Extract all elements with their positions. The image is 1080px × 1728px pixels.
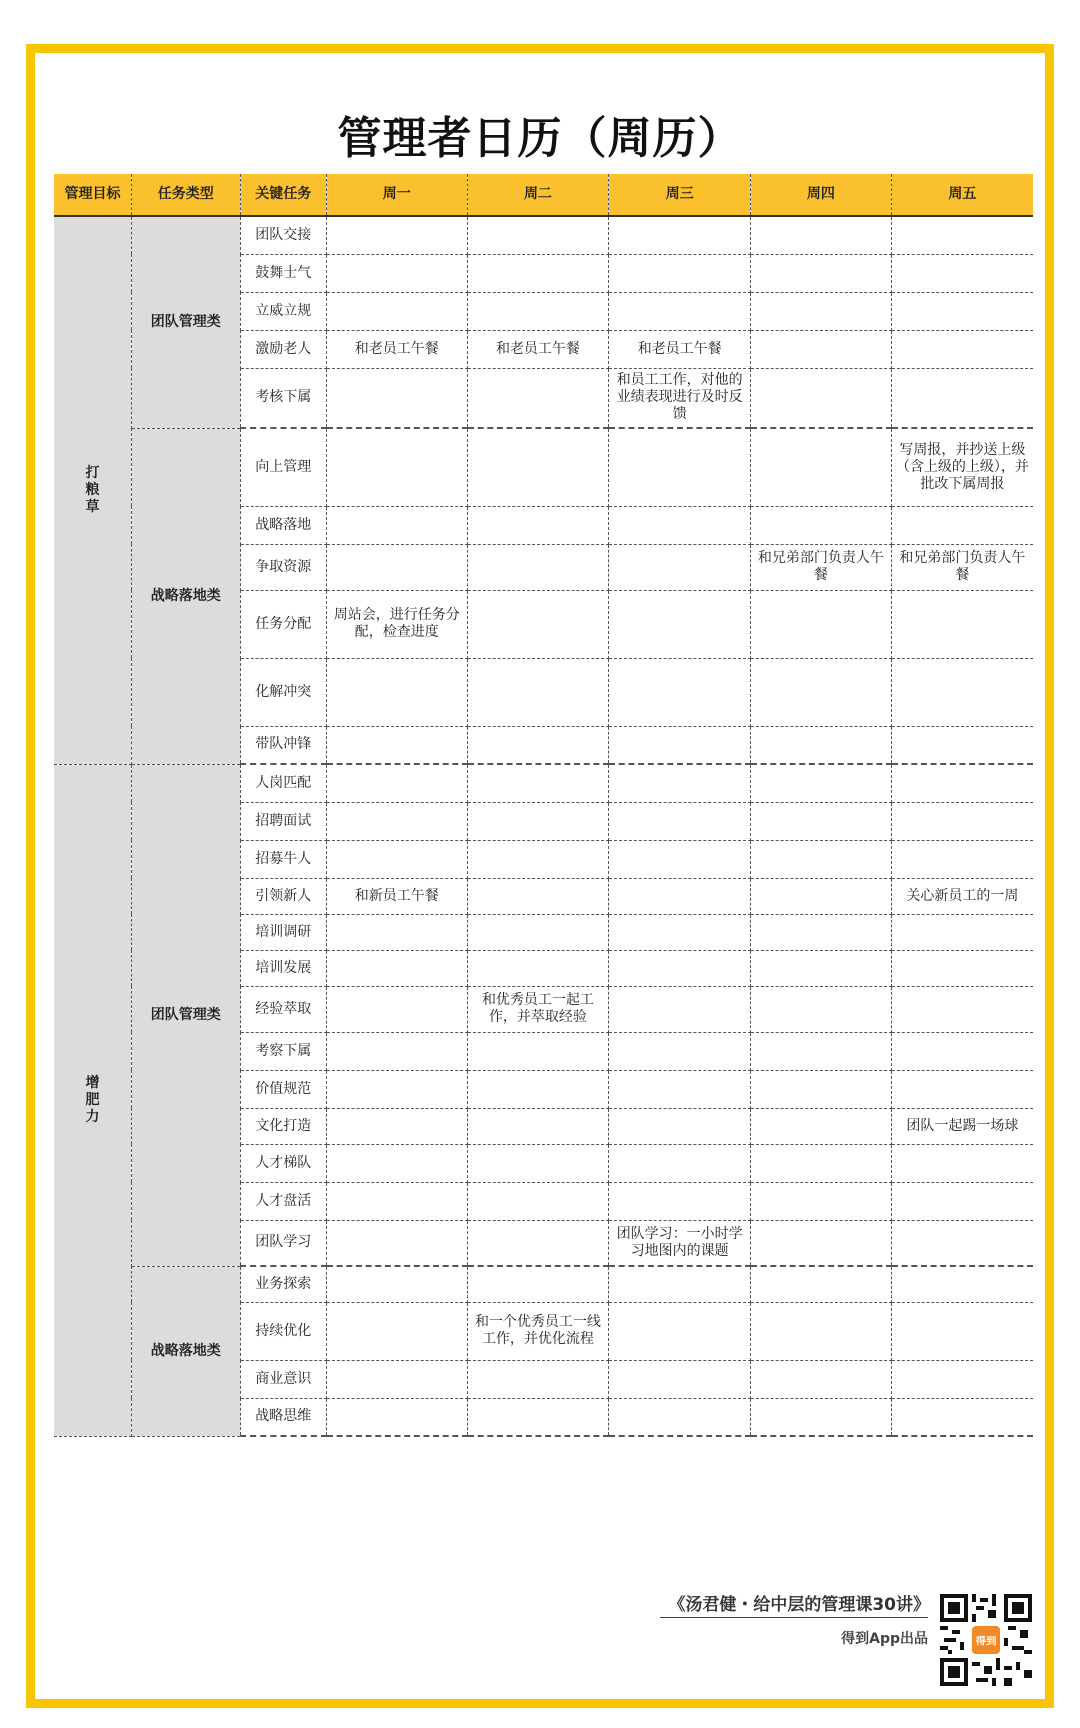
day-cell-tue: [467, 1266, 609, 1302]
key-task-cell: 人才梯队: [240, 1144, 326, 1182]
day-cell-wed: [609, 506, 751, 544]
goal-char: 打: [85, 464, 100, 481]
key-task-cell: 战略落地: [240, 506, 326, 544]
day-cell-fri: [891, 506, 1033, 544]
day-cell-mon: [326, 658, 467, 726]
day-cell-thu: [751, 428, 892, 506]
day-cell-mon: [326, 986, 467, 1032]
key-task-cell: 培训调研: [240, 914, 326, 950]
day-cell-thu: [751, 216, 892, 254]
management-goal-cell: [54, 764, 132, 1436]
day-cell-fri: [891, 950, 1033, 986]
day-cell-mon: 和新员工午餐: [326, 878, 467, 914]
day-cell-fri: [891, 590, 1033, 658]
day-cell-mon: [326, 950, 467, 986]
day-cell-fri: [891, 330, 1033, 368]
goal-char: 增: [85, 1074, 100, 1091]
day-cell-mon: [326, 1182, 467, 1220]
key-task-cell: 商业意识: [240, 1360, 326, 1398]
key-task-cell: 人才盘活: [240, 1182, 326, 1220]
day-cell-mon: [326, 1266, 467, 1302]
key-task-cell: 考察下属: [240, 1032, 326, 1070]
day-cell-tue: [467, 1144, 609, 1182]
table-row: [54, 764, 1033, 802]
key-task-cell: 向上管理: [240, 428, 326, 506]
day-cell-tue: 和优秀员工一起工作，并萃取经验: [467, 986, 609, 1032]
day-cell-tue: [467, 368, 609, 428]
day-cell-mon: [326, 292, 467, 330]
task-type-cell: 团队管理类: [132, 764, 241, 1266]
day-cell-mon: [326, 914, 467, 950]
key-task-cell: 人岗匹配: [240, 764, 326, 802]
day-cell-thu: [751, 368, 892, 428]
table-row: [54, 216, 1033, 254]
header-row: [54, 174, 1033, 216]
day-cell-wed: [609, 254, 751, 292]
day-cell-tue: [467, 764, 609, 802]
goal-char: 草: [85, 498, 100, 515]
key-task-cell: 文化打造: [240, 1108, 326, 1144]
day-cell-fri: 关心新员工的一周: [891, 878, 1033, 914]
day-cell-mon: [326, 1220, 467, 1266]
day-cell-mon: [326, 764, 467, 802]
day-cell-wed: 团队学习：一小时学习地图内的课题: [609, 1220, 751, 1266]
day-cell-mon: [326, 1070, 467, 1108]
day-cell-fri: 和兄弟部门负责人午餐: [891, 544, 1033, 590]
task-type-cell: 团队管理类: [132, 216, 241, 428]
key-task-cell: 持续优化: [240, 1302, 326, 1360]
key-task-cell: 业务探索: [240, 1266, 326, 1302]
day-cell-thu: 和兄弟部门负责人午餐: [751, 544, 892, 590]
header-goal: 管理目标: [54, 174, 132, 216]
key-task-cell: 争取资源: [240, 544, 326, 590]
day-cell-tue: 和老员工午餐: [467, 330, 609, 368]
footer-divider: [660, 1617, 928, 1618]
day-cell-tue: [467, 292, 609, 330]
day-cell-wed: 和老员工午餐: [609, 330, 751, 368]
day-cell-thu: [751, 840, 892, 878]
publisher-label: 得到App出品: [841, 1631, 928, 1647]
day-cell-tue: [467, 726, 609, 764]
day-cell-tue: [467, 802, 609, 840]
day-cell-fri: [891, 986, 1033, 1032]
key-task-cell: 带队冲锋: [240, 726, 326, 764]
day-cell-thu: [751, 1302, 892, 1360]
day-cell-wed: [609, 1070, 751, 1108]
qr-code-icon: [940, 1594, 1032, 1686]
key-task-cell: 鼓舞士气: [240, 254, 326, 292]
key-task-cell: 经验萃取: [240, 986, 326, 1032]
day-cell-wed: [609, 764, 751, 802]
day-cell-tue: [467, 1070, 609, 1108]
day-cell-fri: [891, 1360, 1033, 1398]
day-cell-fri: [891, 764, 1033, 802]
day-cell-tue: [467, 1108, 609, 1144]
key-task-cell: 战略思维: [240, 1398, 326, 1436]
key-task-cell: 团队学习: [240, 1220, 326, 1266]
day-cell-thu: [751, 1266, 892, 1302]
day-cell-thu: [751, 914, 892, 950]
weekly-calendar-table: [54, 174, 1033, 1437]
day-cell-tue: [467, 544, 609, 590]
day-cell-mon: [326, 1032, 467, 1070]
task-type-cell: 战略落地类: [132, 428, 241, 764]
day-cell-wed: 和员工工作，对他的业绩表现进行及时反馈: [609, 368, 751, 428]
day-cell-mon: [326, 1108, 467, 1144]
header-mon: 周一: [326, 174, 467, 216]
day-cell-wed: [609, 1108, 751, 1144]
day-cell-thu: [751, 1182, 892, 1220]
day-cell-mon: [326, 544, 467, 590]
day-cell-thu: [751, 1360, 892, 1398]
goal-char: 力: [85, 1108, 100, 1125]
management-goal-cell: [54, 216, 132, 764]
day-cell-fri: [891, 216, 1033, 254]
goal-char: 肥: [85, 1091, 100, 1108]
key-task-cell: 立威立规: [240, 292, 326, 330]
day-cell-mon: [326, 216, 467, 254]
task-type-cell: 战略落地类: [132, 1266, 241, 1436]
day-cell-fri: 写周报，并抄送上级（含上级的上级），并批改下属周报: [891, 428, 1033, 506]
key-task-cell: 引领新人: [240, 878, 326, 914]
key-task-cell: 培训发展: [240, 950, 326, 986]
day-cell-mon: [326, 840, 467, 878]
day-cell-mon: [326, 254, 467, 292]
day-cell-tue: [467, 216, 609, 254]
day-cell-mon: 和老员工午餐: [326, 330, 467, 368]
day-cell-fri: [891, 726, 1033, 764]
day-cell-thu: [751, 1398, 892, 1436]
day-cell-thu: [751, 590, 892, 658]
day-cell-thu: [751, 1144, 892, 1182]
day-cell-thu: [751, 726, 892, 764]
day-cell-fri: [891, 1070, 1033, 1108]
day-cell-fri: [891, 254, 1033, 292]
day-cell-fri: [891, 1266, 1033, 1302]
day-cell-wed: [609, 428, 751, 506]
goal-char: 粮: [85, 481, 100, 498]
day-cell-fri: [891, 1182, 1033, 1220]
day-cell-thu: [751, 1220, 892, 1266]
day-cell-mon: [326, 1144, 467, 1182]
day-cell-thu: [751, 986, 892, 1032]
day-cell-wed: [609, 878, 751, 914]
day-cell-tue: [467, 590, 609, 658]
table-row: [54, 428, 1033, 506]
day-cell-fri: [891, 1302, 1033, 1360]
key-task-cell: 任务分配: [240, 590, 326, 658]
day-cell-mon: [326, 1398, 467, 1436]
day-cell-thu: [751, 658, 892, 726]
day-cell-mon: [326, 368, 467, 428]
day-cell-wed: [609, 292, 751, 330]
day-cell-tue: [467, 1182, 609, 1220]
day-cell-wed: [609, 658, 751, 726]
header-thu: 周四: [751, 174, 892, 216]
day-cell-tue: [467, 1398, 609, 1436]
day-cell-wed: [609, 986, 751, 1032]
header-task: 关键任务: [240, 174, 326, 216]
day-cell-fri: [891, 368, 1033, 428]
day-cell-fri: [891, 1398, 1033, 1436]
day-cell-mon: [326, 802, 467, 840]
key-task-cell: 化解冲突: [240, 658, 326, 726]
table-row: [54, 1266, 1033, 1302]
day-cell-wed: [609, 914, 751, 950]
day-cell-wed: [609, 1144, 751, 1182]
day-cell-tue: [467, 1220, 609, 1266]
day-cell-tue: [467, 1032, 609, 1070]
day-cell-wed: [609, 1360, 751, 1398]
key-task-cell: 团队交接: [240, 216, 326, 254]
day-cell-fri: [891, 1220, 1033, 1266]
day-cell-mon: [326, 1360, 467, 1398]
day-cell-wed: [609, 1398, 751, 1436]
day-cell-thu: [751, 1108, 892, 1144]
day-cell-thu: [751, 878, 892, 914]
header-tue: 周二: [467, 174, 609, 216]
qr-center-label: 得到: [975, 1635, 997, 1648]
day-cell-wed: [609, 1032, 751, 1070]
day-cell-tue: [467, 428, 609, 506]
day-cell-fri: [891, 802, 1033, 840]
day-cell-tue: [467, 840, 609, 878]
day-cell-wed: [609, 216, 751, 254]
day-cell-tue: [467, 254, 609, 292]
day-cell-fri: [891, 1144, 1033, 1182]
day-cell-thu: [751, 950, 892, 986]
header-type: 任务类型: [132, 174, 241, 216]
day-cell-tue: [467, 506, 609, 544]
day-cell-fri: [891, 840, 1033, 878]
key-task-cell: 考核下属: [240, 368, 326, 428]
day-cell-thu: [751, 506, 892, 544]
page-title: 管理者日历（周历）: [337, 113, 743, 164]
day-cell-mon: [326, 1302, 467, 1360]
key-task-cell: 招募牛人: [240, 840, 326, 878]
header-fri: 周五: [891, 174, 1033, 216]
day-cell-wed: [609, 726, 751, 764]
day-cell-wed: [609, 544, 751, 590]
day-cell-wed: [609, 1266, 751, 1302]
day-cell-tue: [467, 1360, 609, 1398]
day-cell-thu: [751, 292, 892, 330]
day-cell-tue: [467, 878, 609, 914]
day-cell-fri: [891, 292, 1033, 330]
day-cell-tue: [467, 950, 609, 986]
day-cell-wed: [609, 802, 751, 840]
key-task-cell: 招聘面试: [240, 802, 326, 840]
key-task-cell: 价值规范: [240, 1070, 326, 1108]
day-cell-fri: 团队一起踢一场球: [891, 1108, 1033, 1144]
day-cell-wed: [609, 590, 751, 658]
day-cell-thu: [751, 254, 892, 292]
day-cell-tue: [467, 658, 609, 726]
day-cell-mon: [326, 428, 467, 506]
day-cell-thu: [751, 330, 892, 368]
day-cell-thu: [751, 764, 892, 802]
day-cell-fri: [891, 914, 1033, 950]
day-cell-thu: [751, 802, 892, 840]
day-cell-wed: [609, 950, 751, 986]
day-cell-tue: [467, 914, 609, 950]
day-cell-mon: [326, 506, 467, 544]
day-cell-wed: [609, 840, 751, 878]
day-cell-fri: [891, 658, 1033, 726]
day-cell-fri: [891, 1032, 1033, 1070]
header-wed: 周三: [609, 174, 751, 216]
day-cell-thu: [751, 1032, 892, 1070]
day-cell-thu: [751, 1070, 892, 1108]
day-cell-wed: [609, 1182, 751, 1220]
key-task-cell: 激励老人: [240, 330, 326, 368]
day-cell-wed: [609, 1302, 751, 1360]
course-title: 《汤君健・给中层的管理课30讲》: [668, 1595, 930, 1615]
day-cell-mon: 周站会，进行任务分配，检查进度: [326, 590, 467, 658]
day-cell-mon: [326, 726, 467, 764]
day-cell-tue: 和一个优秀员工一线工作，并优化流程: [467, 1302, 609, 1360]
